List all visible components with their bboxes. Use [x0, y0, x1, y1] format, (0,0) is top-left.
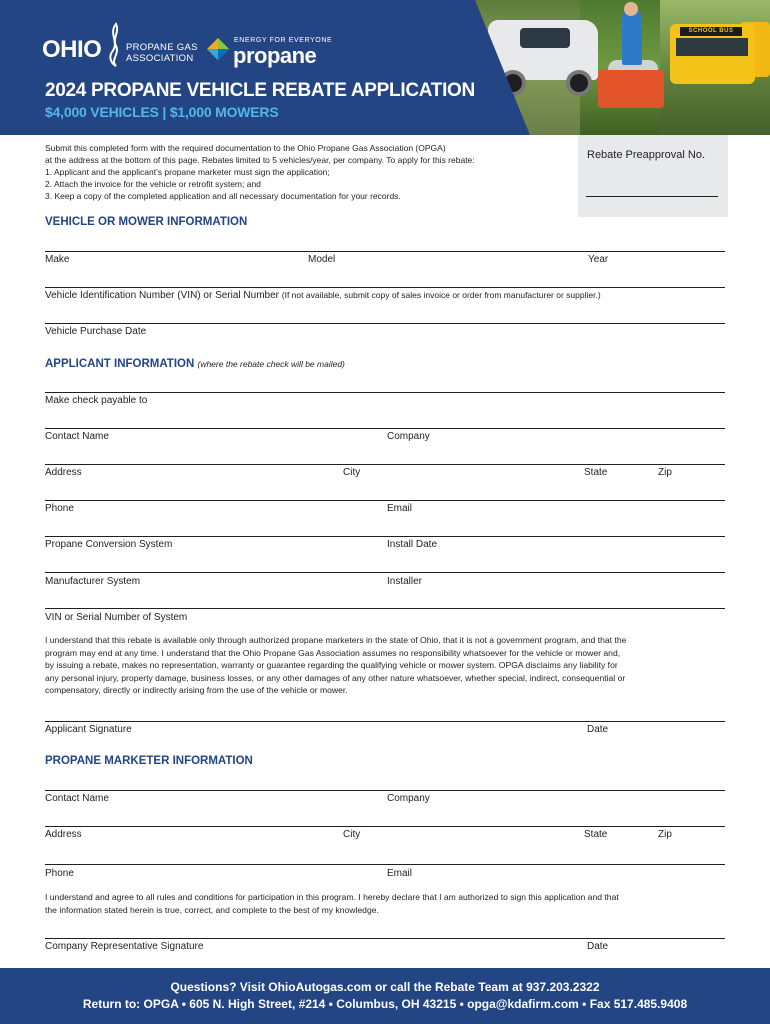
school-bus-window-shape — [676, 38, 748, 56]
preapproval-number-field[interactable] — [586, 196, 718, 197]
conversion-system-label: Propane Conversion System — [45, 539, 173, 550]
vin-note: (If not available, submit copy of sales invoice or order from manufacturer or supplier.) — [281, 290, 601, 300]
system-vin-label: VIN or Serial Number of System — [45, 612, 188, 623]
school-bus-sign: SCHOOL BUS — [680, 27, 742, 36]
marketer-signature-field[interactable] — [45, 938, 725, 939]
applicant-signature-field[interactable] — [45, 721, 725, 722]
applicant-zip-label: Zip — [658, 467, 672, 478]
applicant-company-label: Company — [387, 431, 430, 442]
applicant-signature-label: Applicant Signature — [45, 724, 132, 735]
applicant-city-label: City — [343, 467, 361, 478]
footer-banner — [0, 968, 770, 1024]
applicant-section-title — [45, 358, 345, 370]
page-title: 2024 PROPANE VEHICLE REBATE APPLICATION — [45, 80, 475, 101]
payable-to-field[interactable] — [45, 392, 725, 393]
payable-to-label: Make check payable to — [45, 395, 148, 406]
purchase-date-label: Vehicle Purchase Date — [45, 326, 147, 337]
disclaimer-line: any personal injury, property damage, business losses, or any other damages of any other nature whatsoever, whether special, indirect, consequential or — [45, 672, 626, 683]
intro-instructions — [45, 142, 565, 202]
applicant-state-label: State — [584, 467, 608, 478]
vehicle-section-title: VEHICLE OR MOWER INFORMATION — [45, 216, 248, 228]
applicant-section-title-text: APPLICANT INFORMATION — [45, 358, 195, 370]
disclaimer-line: program may end at any time. I understand that the Ohio Propane Gas Association assumes no responsibility whatsoever for the vehicle or mower and, — [45, 647, 621, 658]
header-banner — [0, 0, 770, 135]
applicant-address-field[interactable] — [45, 464, 725, 465]
marketer-company-label: Company — [387, 793, 430, 804]
conversion-system-field[interactable] — [45, 536, 725, 537]
propane-brand-icon — [206, 37, 230, 61]
manufacturer-system-label: Manufacturer System — [45, 576, 141, 587]
intro-step: 3. Keep a copy of the completed application and all necessary documentation for your records. — [45, 191, 401, 201]
installer-label: Installer — [387, 576, 423, 587]
ohio-logo-text: OHIO — [42, 36, 102, 63]
marketer-city-label: City — [343, 829, 361, 840]
marketer-email-label: Email — [387, 868, 413, 879]
applicant-section-note: (where the rebate check will be mailed) — [197, 359, 345, 369]
propane-logo-text: propane — [233, 43, 317, 68]
preapproval-label: Rebate Preapproval No. — [587, 149, 706, 161]
year-label: Year — [588, 254, 609, 265]
applicant-date-label: Date — [587, 724, 609, 735]
footer-questions: Questions? Visit OhioAutogas.com or call the Rebate Team at 937.203.2322 — [170, 980, 600, 994]
marketer-date-label: Date — [587, 941, 609, 952]
marketer-section-title: PROPANE MARKETER INFORMATION — [45, 755, 253, 767]
purchase-date-field[interactable] — [45, 323, 725, 324]
footer-return-address: Return to: OPGA • 605 N. High Street, #214 • Columbus, OH 43215 • opga@kdafirm.com • Fax 517.485.9408 — [82, 997, 688, 1011]
marketer-phone-email-field[interactable] — [45, 864, 725, 865]
applicant-phone-label: Phone — [45, 503, 74, 514]
opga-logo-text — [126, 42, 198, 64]
applicant-disclaimer — [45, 634, 730, 697]
marketer-state-label: State — [584, 829, 608, 840]
intro-step: 2. Attach the invoice for the vehicle or retrofit system; and — [45, 179, 261, 189]
intro-line: at the address at the bottom of this page. Rebates limited to 5 vehicles/year, per company. To apply for this rebate: — [45, 155, 475, 165]
opga-logo-line1: PROPANE GAS — [126, 42, 198, 53]
applicant-contact-name-label: Contact Name — [45, 431, 109, 442]
applicant-email-label: Email — [387, 503, 413, 514]
vin-label-text: Vehicle Identification Number (VIN) or Serial Number — [45, 290, 279, 301]
disclaimer-line: compensatory, directly or indirectly arising from the use of the vehicle or mower. — [45, 685, 348, 695]
make-model-year-field[interactable] — [45, 251, 725, 252]
applicant-address-label: Address — [45, 467, 82, 478]
agreement-line: the information stated herein is true, correct, and complete to the best of my knowledge. — [45, 904, 379, 915]
model-label: Model — [308, 254, 336, 265]
mower-operator-shape — [622, 10, 642, 65]
marketer-address-label: Address — [45, 829, 82, 840]
propane-tagline: ENERGY FOR EVERYONE — [234, 37, 333, 44]
marketer-contact-company-field[interactable] — [45, 790, 725, 791]
disclaimer-line: by issuing a rebate, makes no representation, warranty or guarantee regarding the qualifying vehicle or mower system. OPGA disclaims any liability for — [45, 660, 618, 670]
marketer-address-field[interactable] — [45, 826, 725, 827]
disclaimer-line: I understand that this rebate is available only through authorized propane marketers in the state of Ohio, that it is not a government program, and that the — [45, 635, 627, 645]
preapproval-box — [578, 135, 728, 217]
system-vin-field[interactable] — [45, 608, 725, 609]
marketer-signature-label: Company Representative Signature — [45, 941, 204, 952]
flame-logo-icon — [106, 22, 122, 68]
marketer-zip-label: Zip — [658, 829, 672, 840]
page-subtitle: $4,000 VEHICLES | $1,000 MOWERS — [45, 104, 279, 120]
applicant-contact-company-field[interactable] — [45, 428, 725, 429]
marketer-phone-label: Phone — [45, 868, 74, 879]
vin-field[interactable] — [45, 287, 725, 288]
applicant-phone-email-field[interactable] — [45, 500, 725, 501]
marketer-agreement — [45, 891, 730, 916]
truck-window-shape — [520, 28, 570, 48]
mower-shape — [598, 70, 664, 108]
intro-step: 1. Applicant and the applicant’s propane marketer must sign the application; — [45, 167, 330, 177]
install-date-label: Install Date — [387, 539, 438, 550]
opga-logo-line2: ASSOCIATION — [126, 53, 194, 64]
make-label: Make — [45, 254, 70, 265]
mower-operator-head-shape — [624, 2, 638, 16]
manufacturer-installer-field[interactable] — [45, 572, 725, 573]
vin-label — [45, 290, 601, 301]
truck-wheel-shape — [566, 70, 592, 96]
agreement-line: I understand and agree to all rules and conditions for participation in this program. I hereby declare that I am authorized to sign this application and that — [45, 892, 619, 902]
intro-line: Submit this completed form with the required documentation to the Ohio Propane Gas Association (OPGA) — [45, 143, 446, 153]
marketer-contact-name-label: Contact Name — [45, 793, 109, 804]
